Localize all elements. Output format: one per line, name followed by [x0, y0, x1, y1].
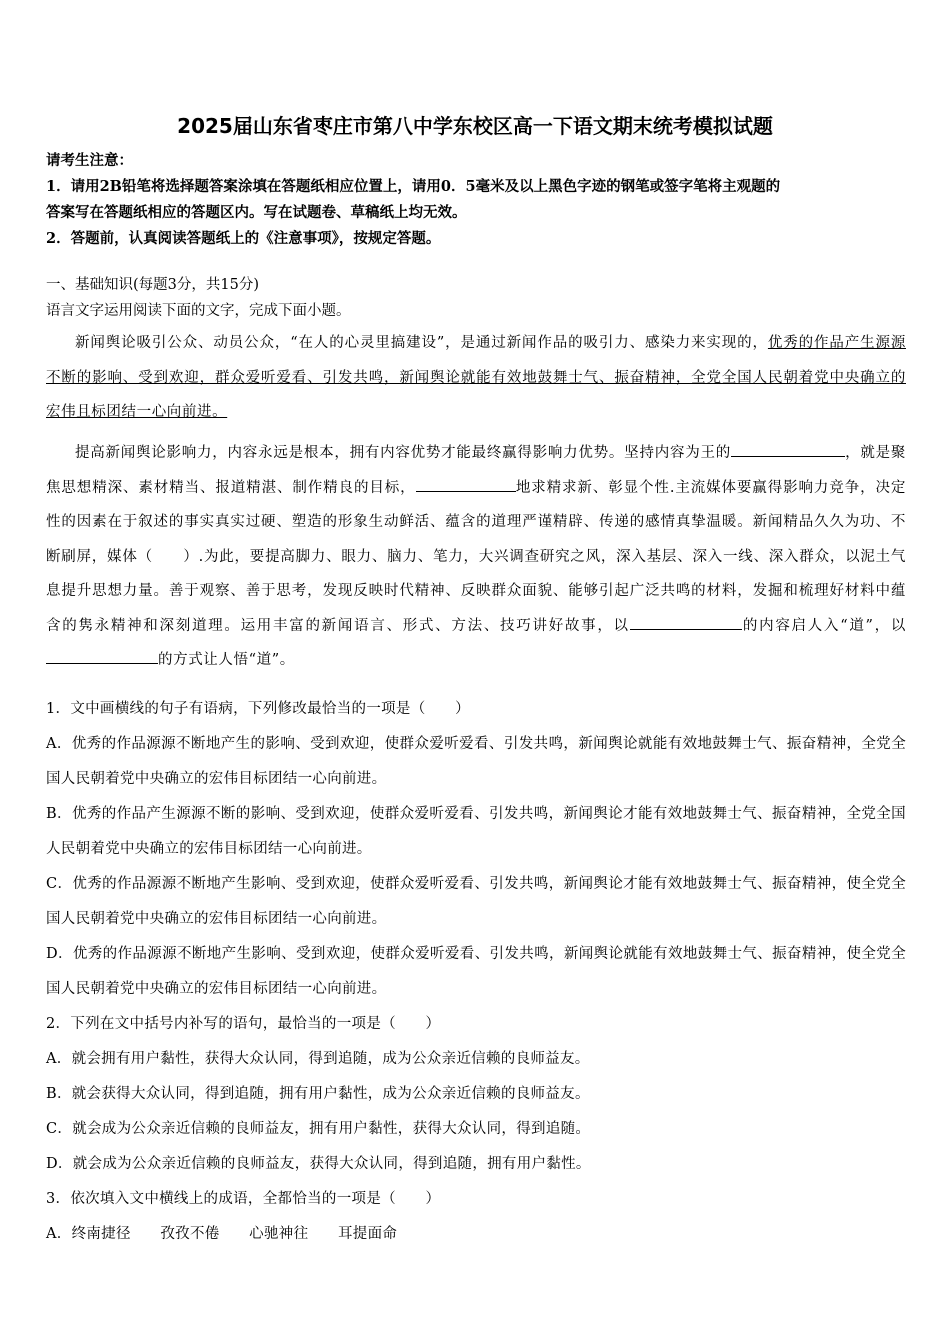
answer-option: D．就会成为公众亲近信赖的良师益友，获得大众认同，得到追随，拥有用户黏性。 — [46, 1156, 591, 1172]
notice-item: 1．请用2B铅笔将选择题答案涂填在答题纸相应位置上，请用0．5毫米及以上黑色字迹的钢笔或签字笔将主观题的 — [46, 178, 781, 195]
passage-text: 的方式让人悟“道”。 — [158, 652, 295, 668]
notice-item: 2．答题前，认真阅读答题纸上的《注意事项》，按规定答题。 — [46, 230, 441, 247]
page-title: 2025届山东省枣庄市第八中学东校区高一下语文期末统考模拟试题 — [177, 114, 773, 138]
answer-option: B．就会获得大众认同，得到追随，拥有用户黏性，成为公众亲近信赖的良师益友。 — [46, 1086, 590, 1102]
answer-option: A．终南捷径 孜孜不倦 心驰神往 耳提面命 — [46, 1226, 398, 1242]
answer-option: B．优秀的作品产生源源不断的影响、受到欢迎，使群众爱听爱看、引发共鸣，新闻舆论才能有效地鼓舞士气、振奋精神，全党全国人民朝着党中央确立的宏伟目标团结一心向前进。 — [46, 806, 906, 857]
passage-text: 提高新闻舆论影响力，内容永远是根本，拥有内容优势才能最终赢得影响力优势。坚持内容为王的 — [75, 445, 731, 461]
passage-paragraph-1 — [46, 326, 906, 430]
section-intro: 语言文字运用阅读下面的文字，完成下面小题。 — [46, 303, 351, 319]
question-stem: 2．下列在文中括号内补写的语句，最恰当的一项是（ ） — [46, 1016, 441, 1032]
notice-heading: 请考生注意： — [46, 152, 133, 169]
passage-text: 新闻舆论吸引公众、动员公众，“在人的心灵里搞建设”，是通过新闻作品的吸引力、感染力来实现的， — [75, 335, 768, 351]
answer-option: A．就会拥有用户黏性，获得大众认同，得到追随，成为公众亲近信赖的良师益友。 — [46, 1051, 590, 1067]
passage-text: 的内容启人入“道”，以 — [741, 617, 906, 634]
notice-item: 答案写在答题纸相应的答题区内。写在试题卷、草稿纸上均无效。 — [46, 204, 467, 221]
answer-option: C．就会成为公众亲近信赖的良师益友，拥有用户黏性，获得大众认同，得到追随。 — [46, 1121, 591, 1137]
underlined-sentence: 优秀的作品产生源源不断的影响、受到欢迎，群众爱听爱看、引发共鸣，新闻舆论就能有效地鼓舞士气、振奋精神，全党全国人民朝着党中央确立的宏伟且标团结一心向前进。 — [46, 335, 906, 420]
answer-option: C．优秀的作品源源不断地产生影响、受到欢迎，使群众爱听爱看、引发共鸣，新闻舆论才能有效地鼓舞士气、振奋精神，使全党全国人民朝着党中央确立的宏伟目标团结一心向前进。 — [46, 876, 906, 927]
question-list — [46, 692, 906, 1252]
passage-paragraph-2 — [46, 436, 906, 678]
fill-blank — [831, 438, 845, 457]
question-stem: 3．依次填入文中横线上的成语，全都恰当的一项是（ ） — [46, 1191, 441, 1207]
section-heading: 一、基础知识(每题3分，共15分) — [46, 277, 259, 293]
question-stem: 1．文中画横线的句子有语病，下列修改最恰当的一项是（ ） — [46, 701, 470, 717]
answer-option: A．优秀的作品源源不断地产生的影响、受到欢迎，使群众爱听爱看、引发共鸣，新闻舆论就能有效地鼓舞士气、振奋精神，全党全国人民朝着党中央确立的宏伟目标团结一心向前进。 — [46, 736, 906, 787]
fill-blank — [416, 473, 516, 492]
fill-blank — [630, 611, 742, 630]
fill-blank — [46, 645, 158, 664]
notice-block — [46, 148, 906, 252]
passage-text: 地求精求新、彰显个性.主流媒体要赢得影响力竞争，决定性的因素在于叙述的事实真实过硬、塑造的形象生动鲜活、蕴含的道理严谨精辟、传递的感情真挚温暖。新闻精品久久为功、不断刷屏，媒体（ ）.为此，要提高脚力、眼力、脑力、笔力，大兴调查研究之风，深入基层、深入一线、深入群众，以泥土气息提升思想力量。善于观察、善于思考，发现反映时代精神、反映群众面貌、能够引起广泛共鸣的材料，发掘和梳理好材料中蕴含的隽永精神和深刻道理。运用丰富的新闻语言、形式、方法、技巧讲好故事，以 — [46, 479, 906, 634]
passage-text: ，就是聚焦思想精深、素材精当、报道精湛、制作精良的目标， — [46, 445, 907, 496]
fill-blank — [731, 438, 831, 457]
answer-option: D．优秀的作品源源不断地产生影响、受到欢迎，使群众爱听爱看、引发共鸣，新闻舆论就能有效地鼓舞士气、振奋精神，使全党全国人民朝着党中央确立的宏伟目标团结一心向前进。 — [46, 946, 906, 997]
